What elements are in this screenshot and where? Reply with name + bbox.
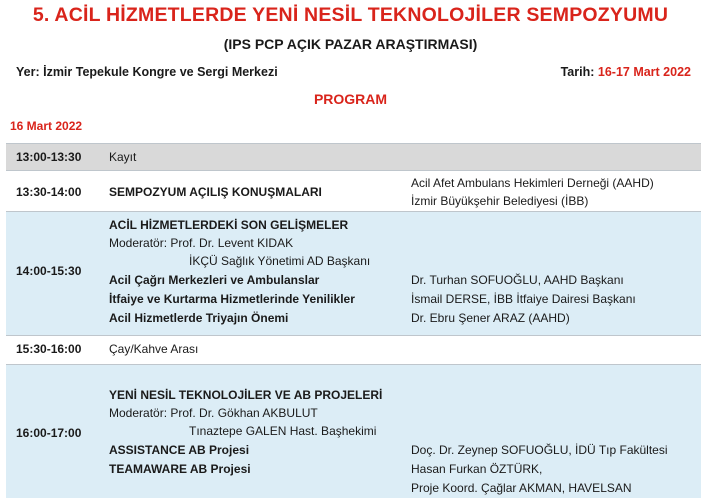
- talk-title: ASSISTANCE AB Projesi: [109, 443, 250, 457]
- schedule-row: [6, 364, 701, 498]
- row-title: Kayıt: [109, 150, 137, 164]
- moderator: Moderatör: Prof. Dr. Gökhan AKBULUT: [109, 406, 318, 420]
- talk-speaker: Hasan Furkan ÖZTÜRK,: [411, 462, 543, 476]
- talk-speaker: Doç. Dr. Zeynep SOFUOĞLU, İDÜ Tıp Fakültesi: [411, 443, 668, 457]
- page-title: 5. ACİL HİZMETLERDE YENİ NESİL TEKNOLOJİLER SEMPOZYUMU: [32, 4, 669, 26]
- session-title: YENİ NESİL TEKNOLOJİLER VE AB PROJELERİ: [109, 388, 383, 402]
- talk-speaker: Dr. Turhan SOFUOĞLU, AAHD Başkanı: [411, 273, 624, 287]
- date-label: Tarih:: [560, 65, 598, 79]
- venue: Yer: İzmir Tepekule Kongre ve Sergi Merkezi: [16, 65, 278, 79]
- event-date: [561, 65, 691, 79]
- talk-title: TEAMAWARE AB Projesi: [109, 462, 251, 476]
- talk-title: İtfaiye ve Kurtarma Hizmetlerinde Yenilikler: [109, 292, 355, 306]
- session-title: ACİL HİZMETLERDEKİ SON GELİŞMELER: [109, 218, 349, 232]
- date-value: 16-17 Mart 2022: [597, 65, 691, 79]
- row-time: 16:00-17:00: [16, 426, 82, 440]
- day-heading: 16 Mart 2022: [10, 119, 83, 133]
- schedule-row: [6, 335, 701, 364]
- talk-speaker: Dr. Ebru Şener ARAZ (AAHD): [411, 311, 570, 325]
- row-title: SEMPOZYUM AÇILIŞ KONUŞMALARI: [109, 185, 322, 199]
- talk-title: Acil Hizmetlerde Triyajın Önemi: [109, 311, 289, 325]
- row-title: Çay/Kahve Arası: [109, 342, 199, 356]
- schedule-row: [6, 143, 701, 170]
- talk-speaker: İsmail DERSE, İBB İtfaiye Dairesi Başkanı: [411, 292, 636, 306]
- moderator-affiliation: İKÇÜ Sağlık Yönetimi AD Başkanı: [189, 254, 371, 268]
- speaker: Acil Afet Ambulans Hekimleri Derneği (AAHD): [411, 176, 654, 190]
- talk-speaker: Proje Koord. Çağlar AKMAN, HAVELSAN: [411, 481, 632, 495]
- schedule-row: [6, 211, 701, 335]
- talk-title: Acil Çağrı Merkezleri ve Ambulanslar: [109, 273, 320, 287]
- row-time: 15:30-16:00: [16, 342, 82, 356]
- row-time: 13:00-13:30: [16, 150, 82, 164]
- program-heading: PROGRAM: [313, 91, 388, 107]
- moderator: Moderatör: Prof. Dr. Levent KIDAK: [109, 236, 294, 250]
- moderator-affiliation: Tınaztepe GALEN Hast. Başhekimi: [189, 424, 377, 438]
- row-time: 14:00-15:30: [16, 264, 82, 278]
- speaker: İzmir Büyükşehir Belediyesi (İBB): [411, 194, 589, 208]
- row-time: 13:30-14:00: [16, 185, 82, 199]
- schedule-row: [6, 170, 701, 211]
- page-subtitle: (IPS PCP AÇIK PAZAR ARAŞTIRMASI): [223, 36, 478, 52]
